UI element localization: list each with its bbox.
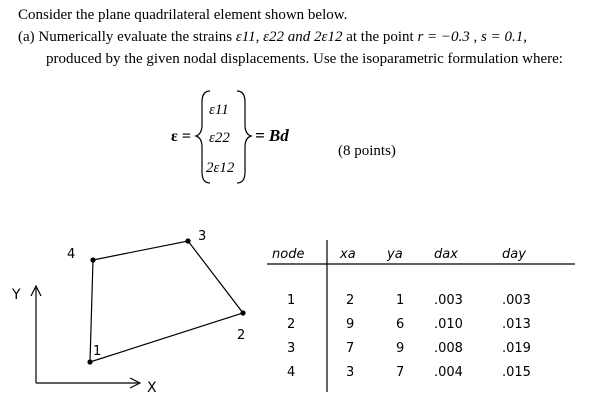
cell: .015: [502, 365, 531, 380]
cell: 7: [346, 341, 355, 356]
table-body: [287, 293, 531, 380]
header-ya: ya: [387, 247, 403, 262]
y-axis-label: Y: [12, 287, 21, 303]
cell: 2: [346, 293, 355, 308]
header-xa: xa: [340, 247, 356, 262]
header-day: day: [502, 247, 526, 262]
cell: 7: [396, 365, 405, 380]
cell: 3: [346, 365, 355, 380]
cell: 3: [287, 341, 296, 356]
table-row: [287, 365, 531, 380]
header-node: node: [272, 247, 305, 262]
vector-entry-e22: ε22: [209, 130, 230, 146]
cell: 6: [396, 317, 405, 332]
cell: .004: [434, 365, 463, 380]
cell: .010: [434, 317, 463, 332]
intro-text: Consider the plane quadrilateral element shown below.: [18, 7, 348, 23]
node-label-3: 3: [198, 229, 207, 244]
cell: .003: [434, 293, 463, 308]
cell: .003: [502, 293, 531, 308]
part-a-at-point: at the point: [346, 29, 414, 45]
table-header: [272, 247, 526, 262]
part-a-line2: produced by the given nodal displacements. Use the isoparametric formulation where:: [46, 51, 563, 67]
equation-rhs: = Bd: [255, 126, 289, 145]
node-label-4: 4: [67, 247, 76, 262]
vector-entry-2e12: 2ε12: [206, 160, 235, 176]
cell: 1: [396, 293, 405, 308]
part-a-coords: r = −0.3 , s = 0.1,: [417, 29, 527, 45]
cell: .008: [434, 341, 463, 356]
node-4-dot: [90, 257, 95, 262]
vector-entry-e11: ε11: [209, 102, 229, 118]
part-a-strains: ε11, ε22 and 2ε12: [235, 29, 343, 45]
cell: .019: [502, 341, 531, 356]
node-1-dot: [87, 359, 92, 364]
node-label-1: 1: [93, 344, 102, 359]
table-row: [287, 341, 531, 356]
cell: 1: [287, 293, 296, 308]
cell: 4: [287, 365, 296, 380]
cell: .013: [502, 317, 531, 332]
node-3-dot: [185, 238, 190, 243]
table-row: [287, 293, 531, 308]
cell: 9: [396, 341, 405, 356]
table-row: [287, 317, 531, 332]
points-label: (8 points): [338, 143, 396, 159]
right-brace: [237, 91, 251, 183]
cell: 9: [346, 317, 355, 332]
part-a-prefix: (a) Numerically evaluate the strains: [18, 29, 233, 45]
quadrilateral-element: [90, 241, 246, 362]
equation-lhs: ε =: [171, 128, 191, 145]
node-label-2: 2: [237, 328, 246, 343]
node-2-dot: [240, 310, 245, 315]
cell: 2: [287, 317, 296, 332]
header-dax: dax: [434, 247, 458, 262]
x-axis-label: X: [147, 380, 157, 396]
